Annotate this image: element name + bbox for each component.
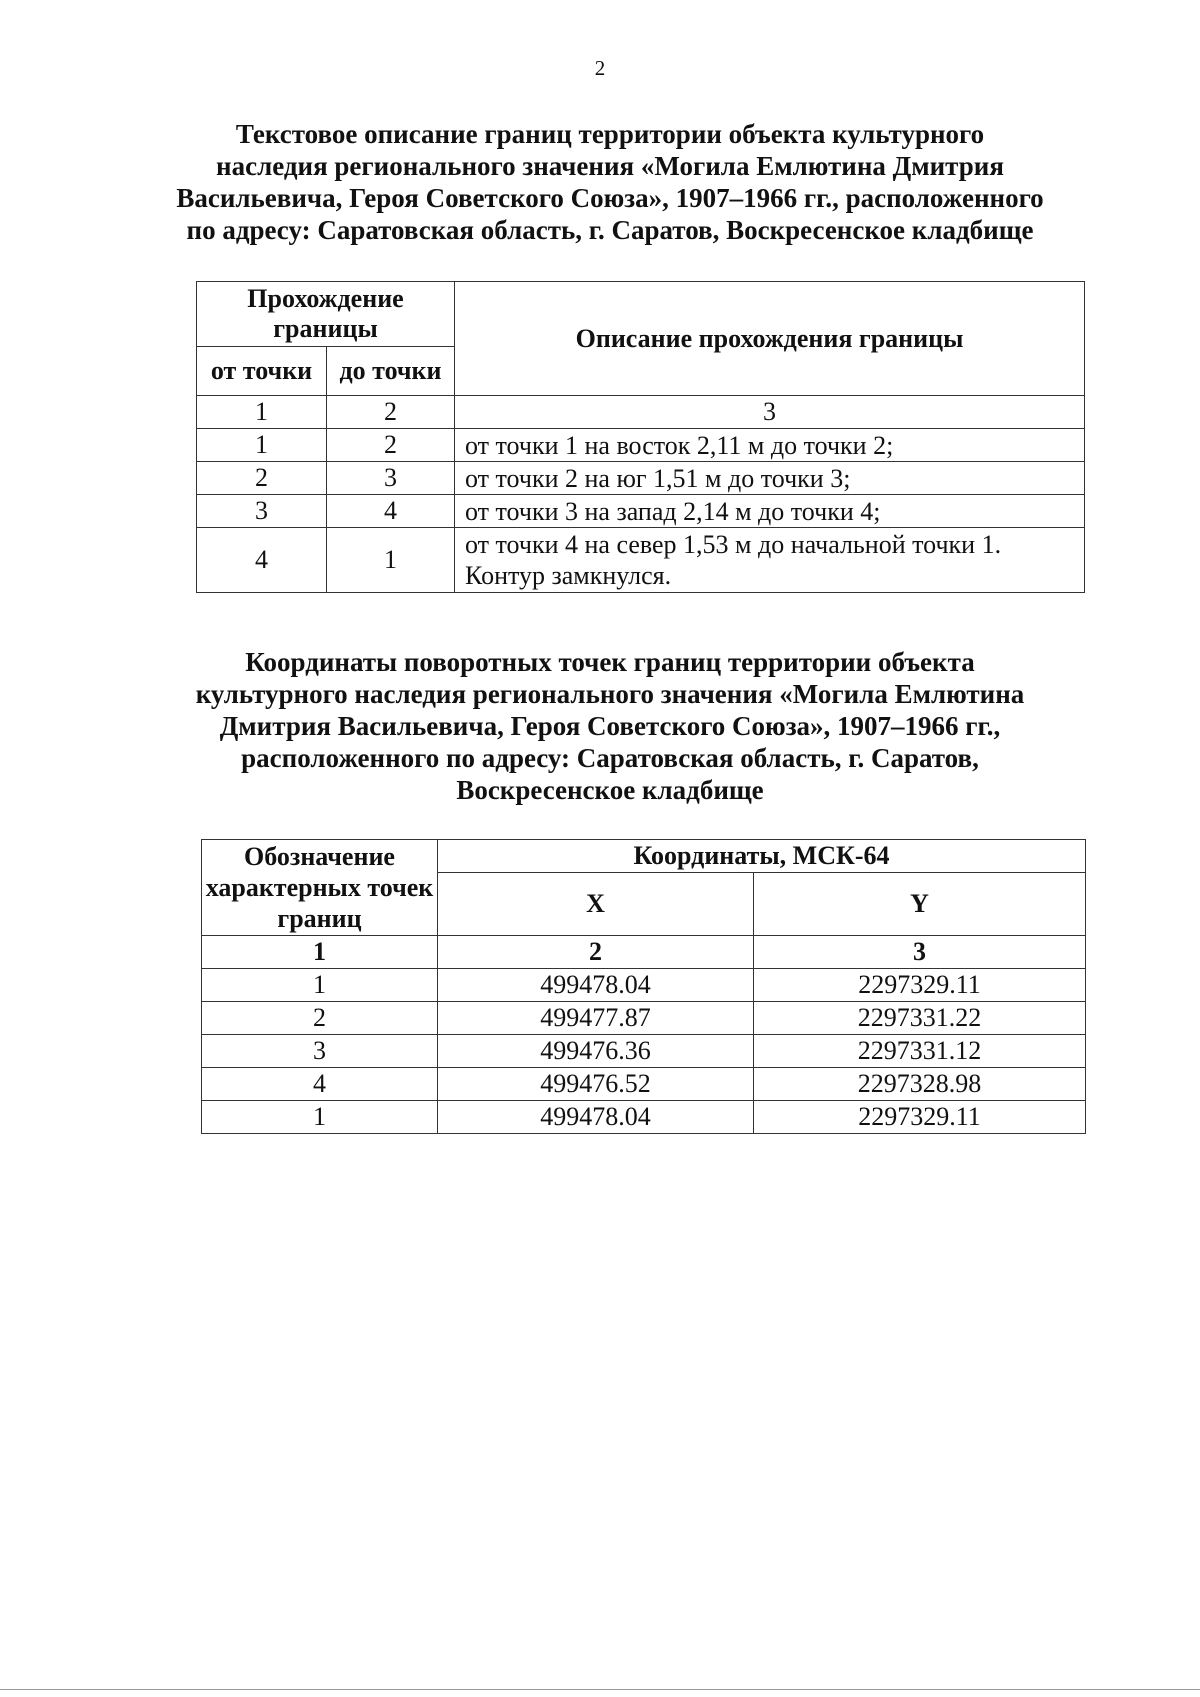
index-cell: 1 <box>197 396 327 429</box>
y-cell: 2297331.22 <box>754 1002 1086 1035</box>
table-row <box>197 528 1085 593</box>
to-point-cell: 3 <box>327 462 455 495</box>
boundary-description-table <box>196 281 1085 593</box>
description-cell: от точки 2 на юг 1,51 м до точки 3; <box>455 462 1085 495</box>
y-cell: 2297329.11 <box>754 969 1086 1002</box>
point-cell: 4 <box>202 1068 438 1101</box>
description-header: Описание прохождения границы <box>455 282 1085 396</box>
index-cell: 2 <box>438 936 754 969</box>
passage-header: Прохождение границы <box>197 282 455 347</box>
description-cell: от точки 1 на восток 2,11 м до точки 2; <box>455 429 1085 462</box>
x-cell: 499476.36 <box>438 1035 754 1068</box>
description-cell: от точки 3 на запад 2,14 м до точки 4; <box>455 495 1085 528</box>
table-row <box>202 1068 1086 1101</box>
table-row <box>197 429 1085 462</box>
to-point-cell: 1 <box>327 528 455 593</box>
x-cell: 499478.04 <box>438 1101 754 1134</box>
x-cell: 499476.52 <box>438 1068 754 1101</box>
index-cell: 3 <box>455 396 1085 429</box>
boundary-description-title: Текстовое описание границ территории объекта культурного наследия регионального значения «Могила Емлютина Дмитрия Васильевича, Героя Советского Союза», 1907–1966 гг., расположенного по адресу: Саратовская область, г. Саратов, Воскресенское кладбище <box>176 119 1044 245</box>
coordinates-header: Координаты, МСК-64 <box>438 840 1086 873</box>
y-cell: 2297329.11 <box>754 1101 1086 1134</box>
x-header: X <box>438 873 754 936</box>
from-point-cell: 2 <box>197 462 327 495</box>
page-number: 2 <box>594 56 606 80</box>
to-point-cell: 4 <box>327 495 455 528</box>
table-row <box>202 1002 1086 1035</box>
from-point-cell: 3 <box>197 495 327 528</box>
to-point-header: до точки <box>327 347 455 396</box>
y-cell: 2297328.98 <box>754 1068 1086 1101</box>
table-row <box>202 1035 1086 1068</box>
coordinates-title: Координаты поворотных точек границ территории объекта культурного наследия регионального значения «Могила Емлютина Дмитрия Васильевича, Героя Советского Союза», 1907–1966 гг., расположенного по адресу: Саратовская область, г. Саратов, Воскресенское кладбище <box>195 647 1025 805</box>
index-cell: 3 <box>754 936 1086 969</box>
y-header: Y <box>754 873 1086 936</box>
description-cell: от точки 4 на север 1,53 м до начальной точки 1. Контур замкнулся. <box>455 528 1085 593</box>
table-index-row <box>197 396 1085 429</box>
x-cell: 499477.87 <box>438 1002 754 1035</box>
scan-edge-line <box>0 1689 1200 1690</box>
point-cell: 3 <box>202 1035 438 1068</box>
table-row <box>202 969 1086 1002</box>
point-cell: 2 <box>202 1002 438 1035</box>
from-point-cell: 1 <box>197 429 327 462</box>
table-index-row <box>202 936 1086 969</box>
y-cell: 2297331.12 <box>754 1035 1086 1068</box>
table-row <box>197 495 1085 528</box>
to-point-cell: 2 <box>327 429 455 462</box>
index-cell: 2 <box>327 396 455 429</box>
point-cell: 1 <box>202 1101 438 1134</box>
point-cell: 1 <box>202 969 438 1002</box>
table-row <box>202 1101 1086 1134</box>
index-cell: 1 <box>202 936 438 969</box>
from-point-cell: 4 <box>197 528 327 593</box>
designation-header: Обозначение характерных точек границ <box>202 840 438 936</box>
coordinates-table <box>201 839 1086 1134</box>
table-row <box>197 462 1085 495</box>
from-point-header: от точки <box>197 347 327 396</box>
x-cell: 499478.04 <box>438 969 754 1002</box>
